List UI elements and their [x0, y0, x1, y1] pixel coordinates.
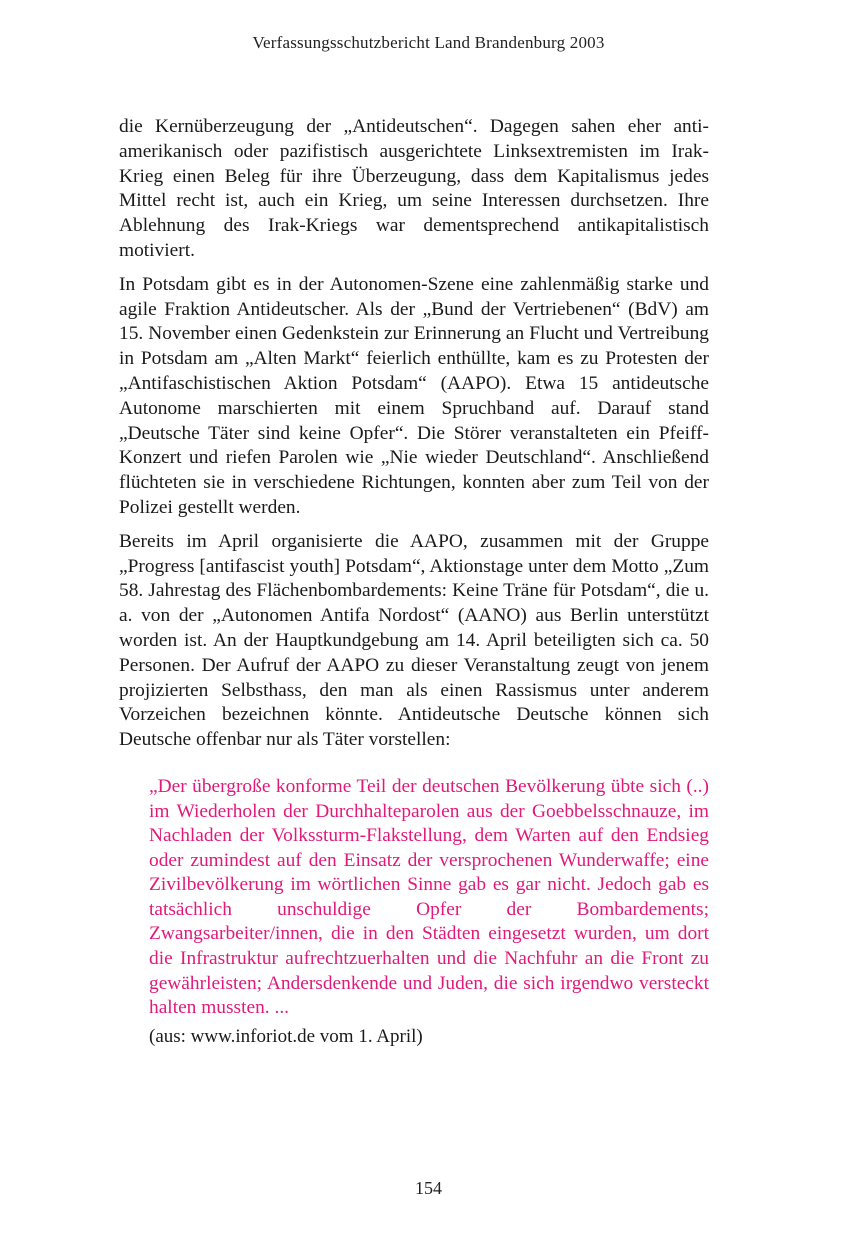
paragraph-1: die Kernüberzeugung der „Antideutschen“. Dagegen sahen eher antiamerikanisch oder pazifistisch ausgerichtete Linksextremisten im Irak-Krieg einen Beleg für ihre Überzeugung, dass dem Kapitalismus jedes Mittel recht ist, auch ein Krieg, um seine Interessen durchsetzen. Ihre Ablehnung des Irak-Kriegs war dementsprechend antikapitalistisch motiviert.	[119, 116, 709, 261]
paragraph-2: In Potsdam gibt es in der Autonomen-Szene eine zahlenmäßig starke und agile Fraktion Antideutscher. Als der „Bund der Vertriebenen“ (BdV) am 15. November einen Gedenkstein zur Erinnerung an Flucht und Vertreibung in Potsdam am „Alten Markt“ feierlich enthüllte, kam es zu Protesten der „Antifaschistischen Aktion Potsdam“ (AAPO). Etwa 15 antideutsche Autonome marschierten mit einem Spruchband auf. Darauf stand „Deutsche Täter sind keine Opfer“. Die Störer veranstalteten ein Pfeiff-Konzert und riefen Parolen wie „Nie wieder Deutschland“. Anschließend flüchteten sie in verschiedene Richtungen, konnten aber zum Teil von der Polizei gestellt werden.	[119, 273, 709, 518]
quote-source: (aus: www.inforiot.de vom 1. April)	[149, 1025, 423, 1047]
paragraph-3: Bereits im April organisierte die AAPO, zusammen mit der Gruppe „Progress [antifascist youth] Potsdam“, Aktionstage unter dem Motto „Zum 58. Jahrestag des Flächenbombardements: Keine Träne für Potsdam“, die u. a. von der „Autonomen Antifa Nordost“ (AANO) aus Berlin unterstützt worden ist. An der Hauptkundgebung am 14. April beteiligten sich ca. 50 Personen. Der Aufruf der AAPO zu dieser Veranstaltung zeugt von jenem projizierten Selbsthass, den man als einen Rassismus unter anderem Vorzeichen bezeichnen könnte. Antideutsche Deutsche können sich Deutsche offenbar nur als Täter vorstellen:	[119, 530, 709, 751]
page-number: 154	[415, 1178, 442, 1198]
main-text	[119, 115, 709, 1049]
block-quote: „Der übergroße konforme Teil der deutschen Bevölkerung übte sich (..) im Wiederholen der Durchhalteparolen aus der Goebbelsschnauze, im Nachladen der Volkssturm-Flakstellung, dem Warten auf den Endsieg oder zumindest auf den Einsatz der versprochenen Wunderwaffe; eine Zivilbevölkerung im wörtlichen Sinne gab es gar nicht. Jedoch gab es tatsächlich unschuldige Opfer der Bombardements; Zwangsarbeiter/innen, die in den Städten eingesetzt wurden, um dort die Infrastruktur aufrechtzuerhalten und die Nachfuhr an die Front zu gewährleisten; Andersdenkende und Juden, die sich irgendwo versteckt halten mussten. ...	[149, 775, 709, 1019]
running-header: Verfassungsschutzbericht Land Brandenburg 2003	[252, 33, 605, 52]
